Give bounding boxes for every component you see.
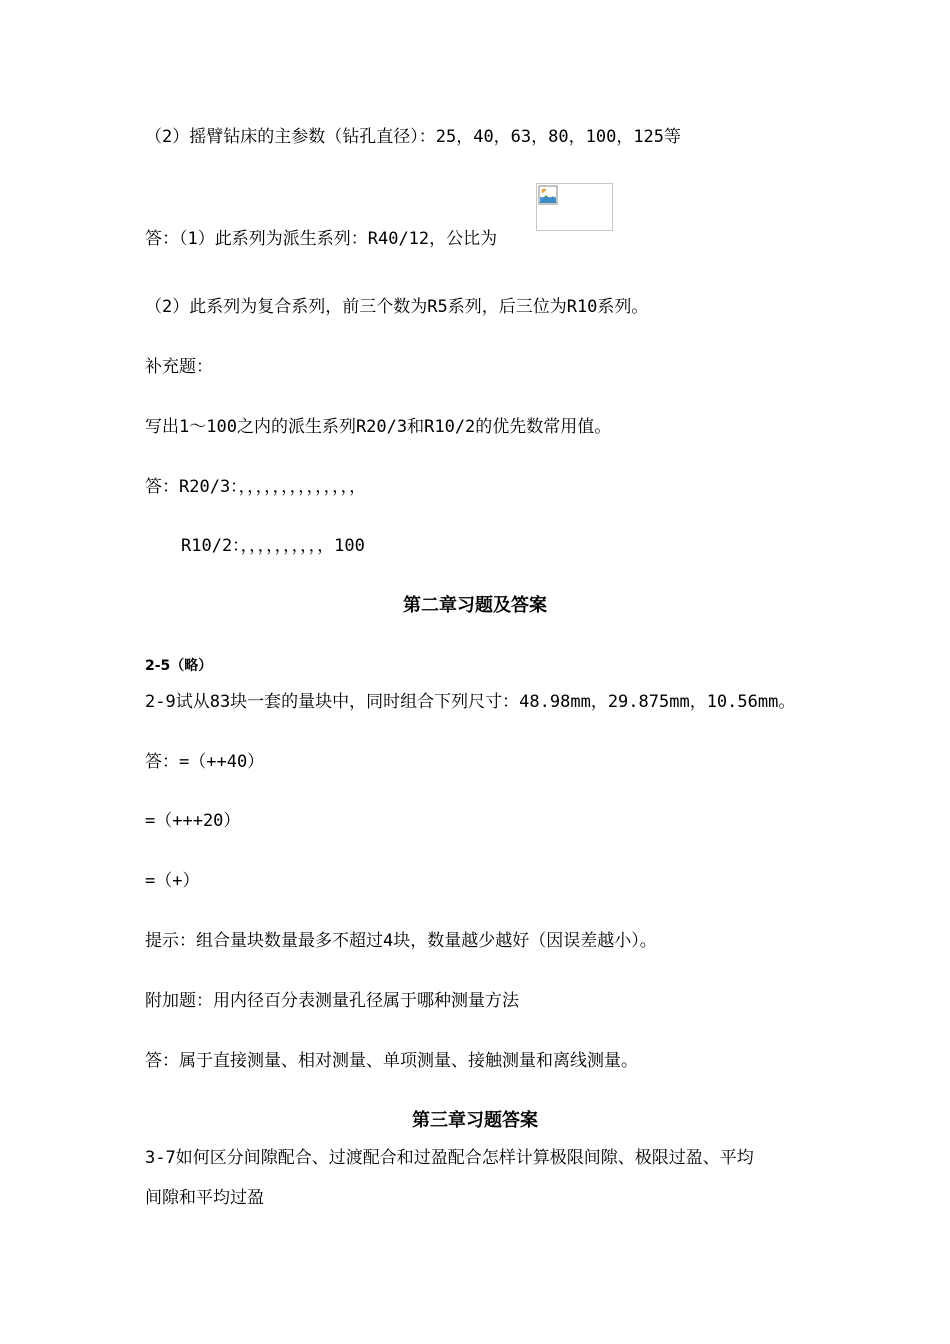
formula-image-placeholder (536, 183, 613, 231)
question-2-5: 2-5（略） (145, 658, 213, 674)
supplement-label: 补充题： (145, 357, 213, 377)
answer-r20-line: 答：R20/3：，，，，，，，，，，，，，， (145, 477, 367, 497)
answer-2-line: （2）此系列为复合系列，前三个数为R5系列，后三位为R10系列。 (145, 297, 649, 317)
hint-line: 提示：组合量块数量最多不超过4块，数量越少越好（因误差越小）。 (145, 931, 657, 951)
answer-29-875: =（+++20） (145, 811, 241, 831)
answer-r10-line: R10/2：，，，，，，，，，，100 (181, 536, 365, 556)
chapter-3-heading: 第三章习题答案 (412, 1110, 538, 1131)
question-2-9: 2-9试从83块一套的量块中，同时组合下列尺寸：48.98mm，29.875mm，10.56mm。 (145, 692, 796, 712)
broken-image-icon (538, 185, 558, 205)
question-3-7-line-2: 间隙和平均过盈 (145, 1188, 264, 1208)
supplement-question: 写出1～100之内的派生系列R20/3和R10/2的优先数常用值。 (145, 417, 612, 437)
answer-1-line: 答：（1）此系列为派生系列：R40/12，公比为 (145, 229, 498, 249)
extra-question: 附加题：用内径百分表测量孔径属于哪种测量方法 (145, 991, 519, 1011)
extra-answer: 答：属于直接测量、相对测量、单项测量、接触测量和离线测量。 (145, 1051, 638, 1071)
question-3-7-line-1: 3-7如何区分间隙配合、过渡配合和过盈配合怎样计算极限间隙、极限过盈、平均 (145, 1148, 754, 1168)
answer-48-98: 答：=（++40） (145, 752, 265, 772)
question-2-line: （2）摇臂钻床的主参数（钻孔直径）：25，40，63，80，100，125等 (145, 127, 682, 147)
answer-10-56: =（+） (145, 871, 200, 891)
chapter-2-heading: 第二章习题及答案 (403, 595, 547, 616)
